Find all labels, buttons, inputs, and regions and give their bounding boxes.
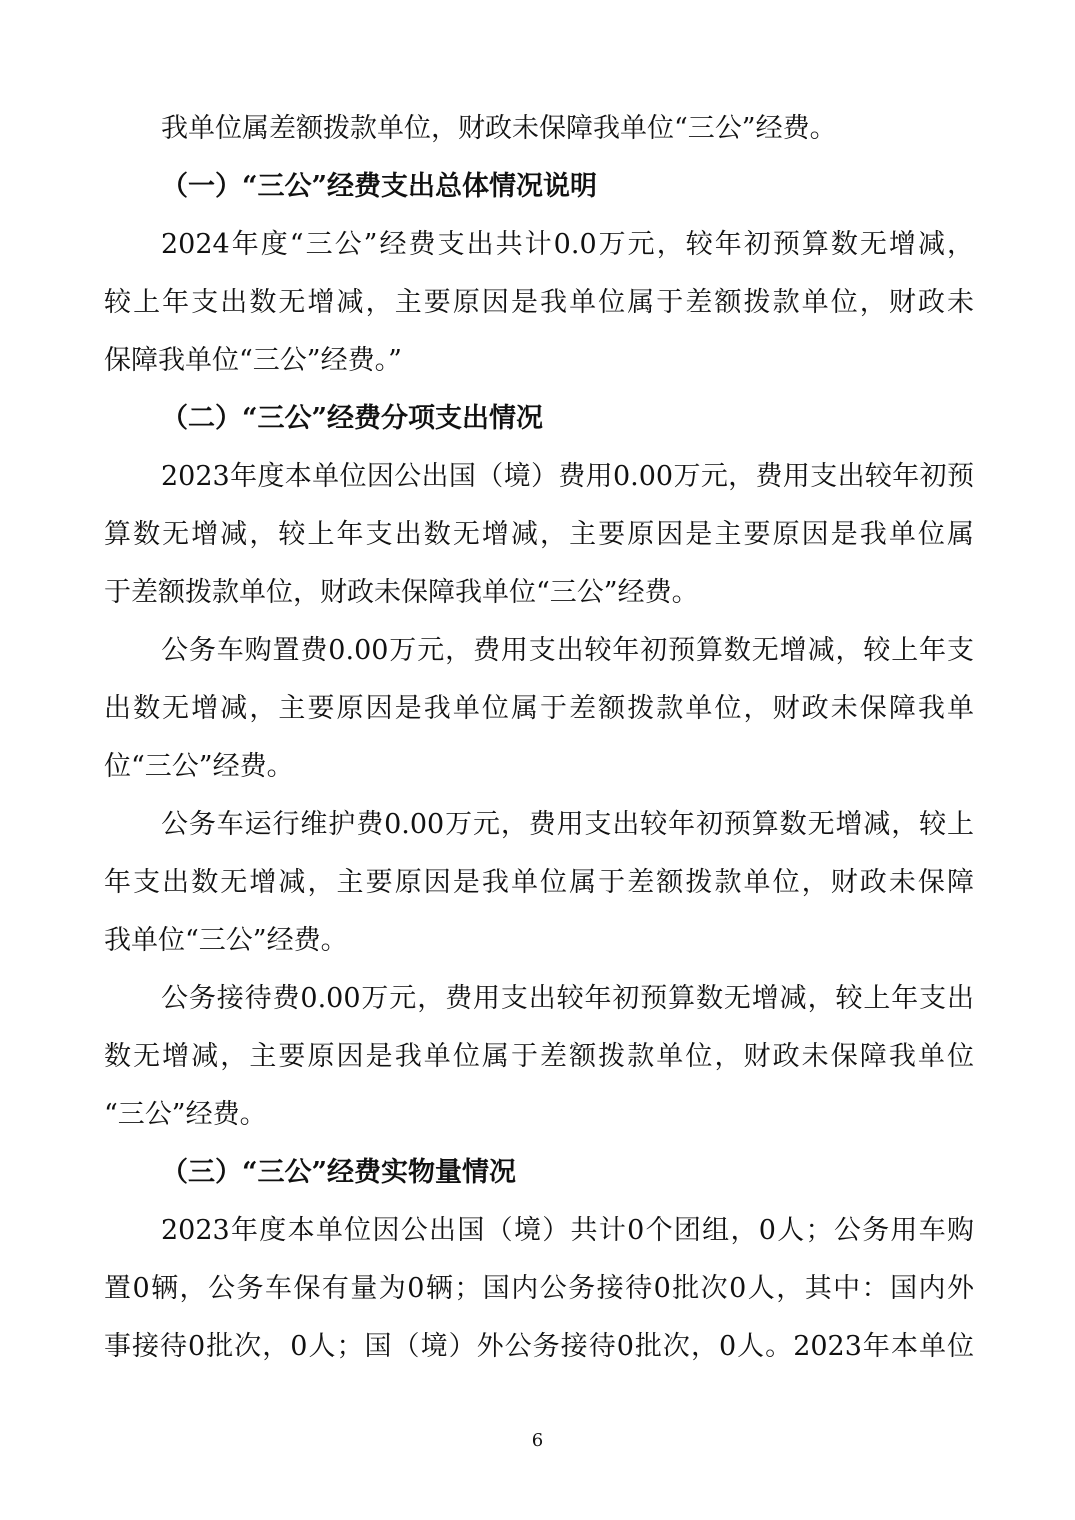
paragraph-line: 位“三公”经费。 [104, 751, 294, 782]
paragraph-line: 事接待0批次，0人；国（境）外公务接待0批次，0人。2023年本单位 [104, 1331, 974, 1362]
paragraph-line: 年支出数无增减，主要原因是我单位属于差额拨款单位，财政未保障 [104, 867, 974, 898]
paragraph-line: 于差额拨款单位，财政未保障我单位“三公”经费。 [104, 577, 699, 608]
document-body [104, 100, 974, 1376]
paragraph-line: 公务车运行维护费0.00万元，费用支出较年初预算数无增减，较上 [161, 809, 974, 840]
paragraph-line: 2024年度“三公”经费支出共计0.0万元，较年初预算数无增减， [161, 229, 974, 260]
paragraph-line: 置0辆，公务车保有量为0辆；国内公务接待0批次0人，其中：国内外 [104, 1273, 974, 1304]
paragraph-line: 较上年支出数无增减，主要原因是我单位属于差额拨款单位，财政未 [104, 287, 974, 318]
section-heading-1: （一）“三公”经费支出总体情况说明 [161, 171, 598, 202]
paragraph-line: 公务车购置费0.00万元，费用支出较年初预算数无增减，较上年支 [161, 635, 974, 666]
page-number: 6 [531, 1430, 544, 1451]
paragraph-line: 保障我单位“三公”经费。” [104, 345, 402, 376]
paragraph-line: 我单位属差额拨款单位，财政未保障我单位“三公”经费。 [161, 113, 837, 144]
paragraph-line: 公务接待费0.00万元，费用支出较年初预算数无增减，较上年支出 [161, 983, 974, 1014]
paragraph-line: 数无增减，主要原因是我单位属于差额拨款单位，财政未保障我单位 [104, 1041, 974, 1072]
section-heading-3: （三）“三公”经费实物量情况 [161, 1157, 517, 1188]
paragraph-line: “三公”经费。 [104, 1099, 267, 1130]
paragraph-line: 我单位“三公”经费。 [104, 925, 348, 956]
paragraph-line: 2023年度本单位因公出国（境）费用0.00万元，费用支出较年初预 [161, 461, 974, 492]
section-heading-2: （二）“三公”经费分项支出情况 [161, 403, 544, 434]
paragraph-line: 出数无增减，主要原因是我单位属于差额拨款单位，财政未保障我单 [104, 693, 974, 724]
paragraph-line: 2023年度本单位因公出国（境）共计0个团组，0人；公务用车购 [161, 1215, 974, 1246]
paragraph-line: 算数无增减，较上年支出数无增减，主要原因是主要原因是我单位属 [104, 519, 974, 550]
